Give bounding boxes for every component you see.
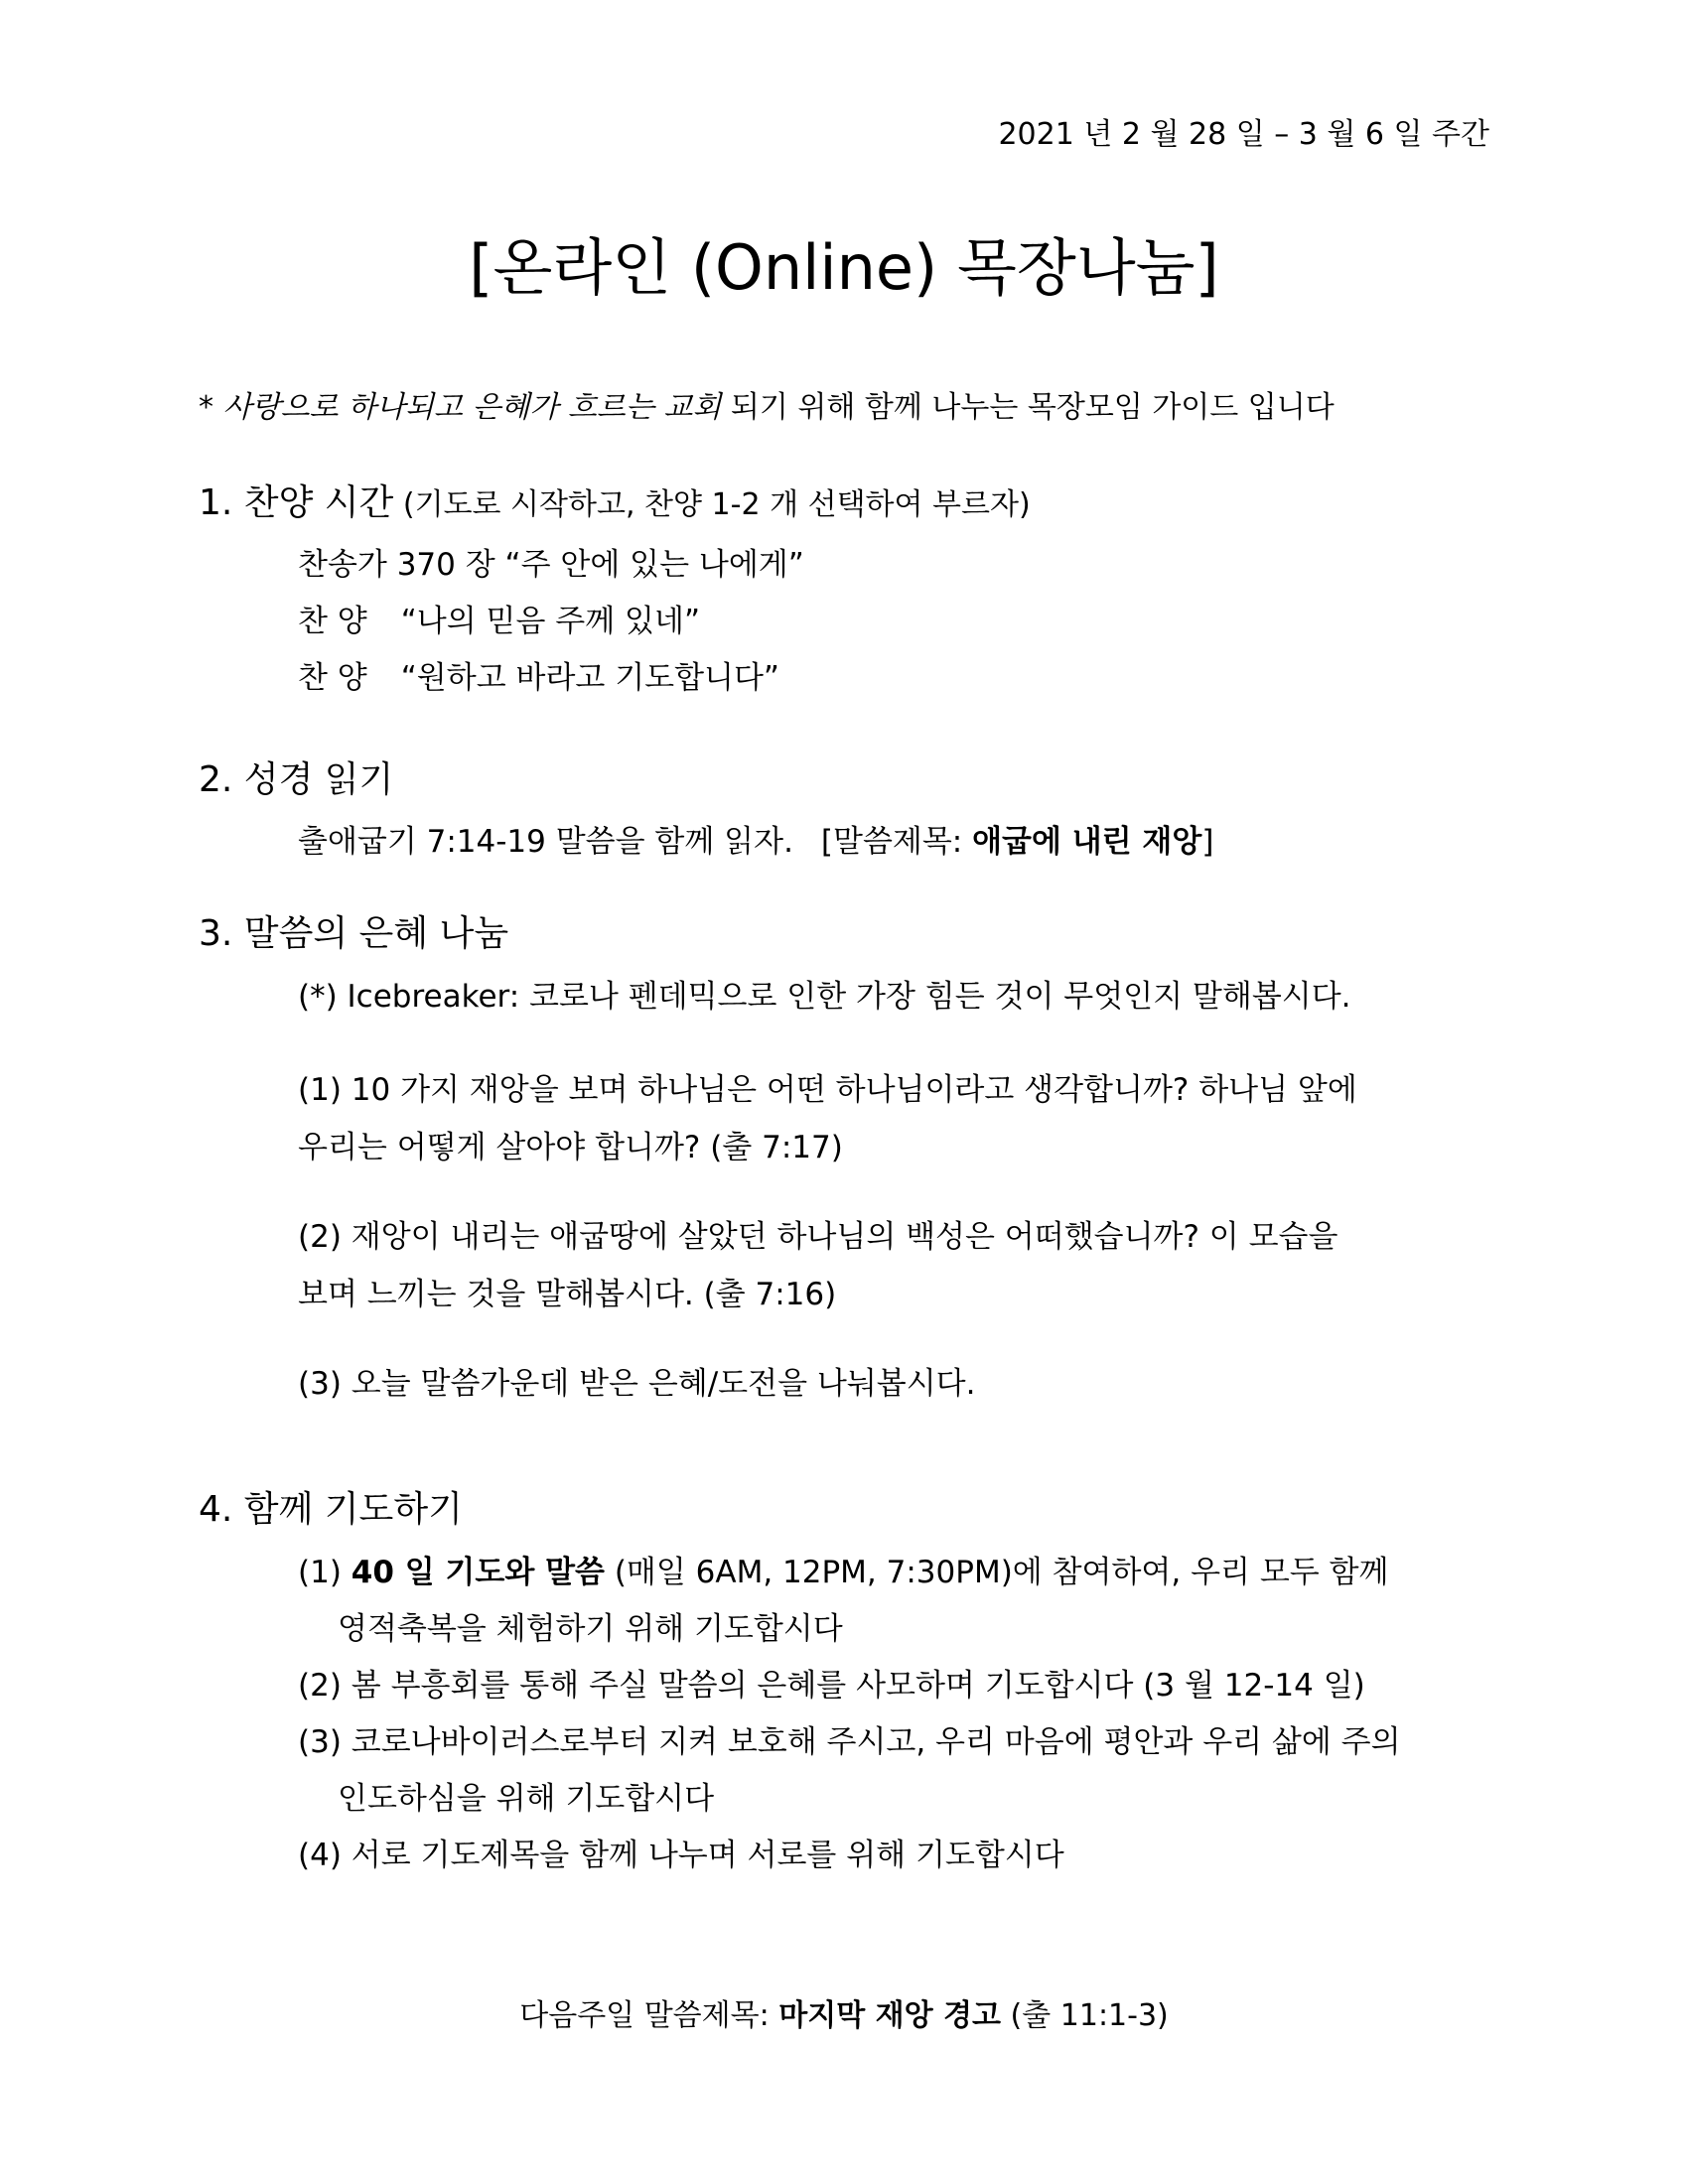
intro-line [199,382,1335,426]
intro-italic: * 사랑으로 하나되고 은혜가 흐르는 교회 [199,390,722,425]
prayer-4-line: (4) 서로 기도제목을 함께 나누며 서로를 위해 기도합시다 [298,1838,1064,1873]
prayer-40-day-title: 40 일 기도와 말씀 [351,1555,605,1590]
prayer-1-line-1 [298,1547,1388,1591]
reading-text: 출애굽기 7:14-19 말씀을 함께 읽자. [298,824,793,860]
next-sermon-label: 다음주일 말씀제목: [519,1998,779,2033]
page-title: [온라인 (Online) 목장나눔] [469,231,1219,304]
prayer-3-line-2: 인도하심을 위해 기도합시다 [338,1781,715,1817]
section-praise-note: (기도로 시작하고, 찬양 1-2 개 선택하여 부르자) [393,487,1031,522]
date-range: 2021 년 2 월 28 일 – 3 월 6 일 주간 [998,117,1489,152]
hymn-line: 찬송가 370 장 “주 안에 있는 나에게” [298,547,804,583]
sermon-label: [말씀제목: [820,824,973,860]
sermon-close: ] [1201,824,1214,860]
next-sermon-title: 마지막 재앙 경고 [778,1998,1002,2033]
question-2-line-2: 보며 느끼는 것을 말해봅시다. (출 7:16) [298,1277,837,1312]
prayer-2-line: (2) 봄 부흥회를 통해 주실 말씀의 은혜를 사모하며 기도합시다 (3 월 12-14 일) [298,1668,1365,1704]
prayer-number: (1) [298,1555,352,1590]
prayer-1-rest: (매일 6AM, 12PM, 7:30PM)에 참여하여, 우리 모두 함께 [604,1555,1389,1590]
icebreaker-line: (*) Icebreaker: 코로나 펜데믹으로 인한 가장 힘든 것이 무엇인지 말해봅시다. [298,979,1351,1015]
question-1-line-1: (1) 10 가지 재앙을 보며 하나님은 어떤 하나님이라고 생각합니까? 하나님 앞에 [298,1072,1357,1108]
song-line-1 [298,596,700,640]
question-2-line-1: (2) 재앙이 내리는 애굽땅에 살았던 하나님의 백성은 어떠했습니까? 이 모습을 [298,1219,1338,1255]
song-label: 찬 양 [298,604,367,639]
next-sermon-ref: (출 11:1-3) [1001,1998,1169,2033]
section-praise-heading [199,475,1031,525]
next-sermon-line [0,1990,1688,2034]
reading-line [298,816,1213,861]
song-line-2 [298,652,779,697]
question-1-line-2: 우리는 어떻게 살아야 합니까? (출 7:17) [298,1130,843,1165]
song-title: “나의 믿음 주께 있네” [400,604,700,639]
section-sharing-heading: 3. 말씀의 은혜 나눔 [199,913,509,954]
section-bible-heading: 2. 성경 읽기 [199,759,394,800]
prayer-3-line-1: (3) 코로나바이러스로부터 지켜 보호해 주시고, 우리 마음에 평안과 우리 삶에 주의 [298,1724,1401,1760]
section-praise-title: 1. 찬양 시간 [199,482,394,523]
question-3-line: (3) 오늘 말씀가운데 받은 은혜/도전을 나눠봅시다. [298,1366,976,1402]
prayer-1-line-2: 영적축복을 체험하기 위해 기도합시다 [338,1611,843,1647]
section-prayer-heading: 4. 함께 기도하기 [199,1489,463,1530]
intro-rest: 되기 위해 함께 나누는 목장모임 가이드 입니다 [721,390,1335,425]
song-title: “원하고 바라고 기도합니다” [400,660,779,696]
song-label: 찬 양 [298,660,367,696]
sermon-title: 애굽에 내린 재앙 [972,824,1202,860]
